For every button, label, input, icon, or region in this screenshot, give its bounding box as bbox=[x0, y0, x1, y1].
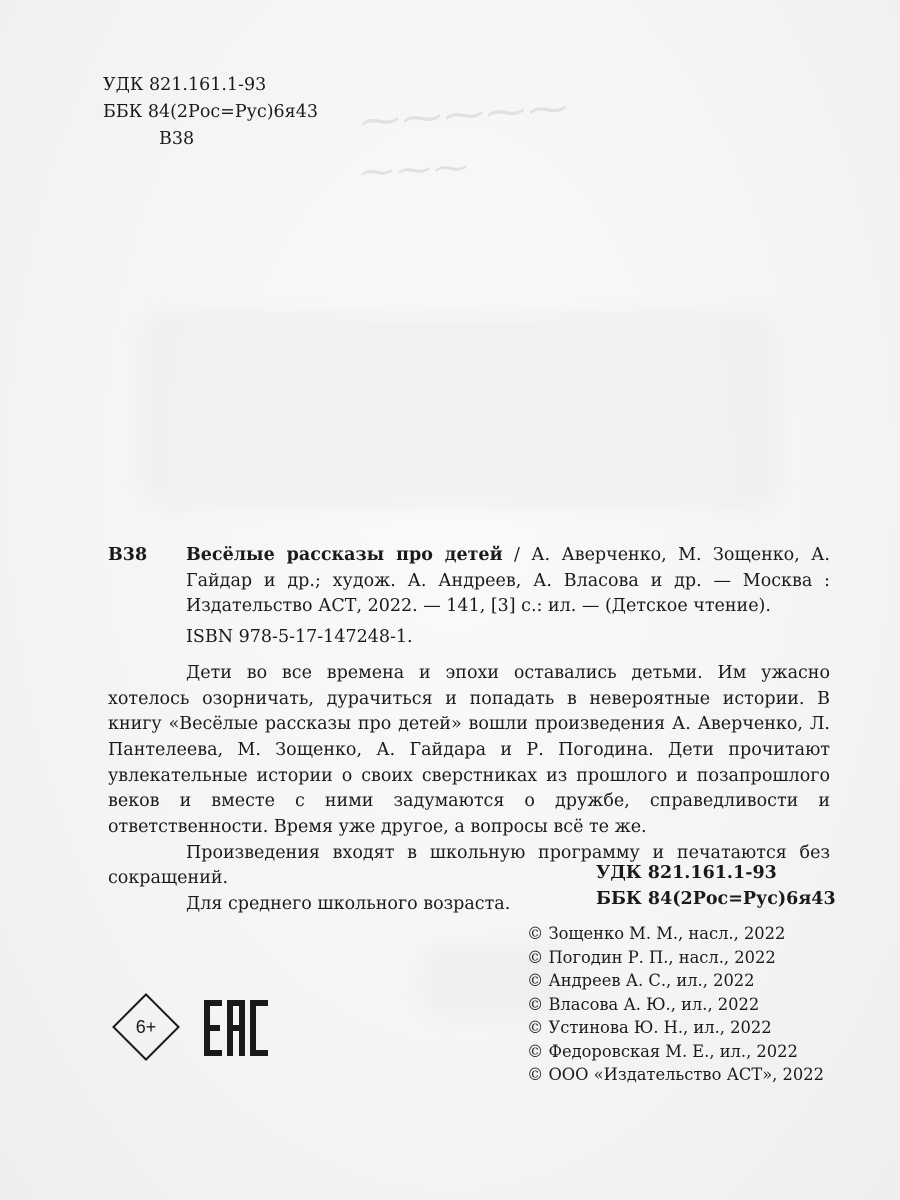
copyright-line: © Устинова Ю. Н., ил., 2022 bbox=[527, 1018, 772, 1037]
author-mark: В38 bbox=[159, 129, 195, 149]
show-through-handwriting: ⁓⁓⁓ bbox=[359, 147, 472, 193]
show-through-handwriting: ⁓⁓⁓⁓⁓ bbox=[358, 84, 572, 146]
copyright-line: © Зощенко М. М., насл., 2022 bbox=[527, 924, 786, 943]
bibliographic-details: / А. Аверченко, М. Зощенко, А. Гайдар и др.; худож. А. Андреев, А. Власова и др. — Москва : Издательство АСТ, 2022. — 141, [3] с.: ил. — (Детское чтение). bbox=[186, 545, 830, 617]
readership-note: Для среднего школьного возраста. bbox=[186, 894, 511, 915]
bibliographic-description bbox=[108, 543, 830, 620]
annotation-paragraph: Произведения входят в школьную программу и печатаются без сокращений. bbox=[108, 842, 830, 889]
copyright-line: © Власова А. Ю., ил., 2022 bbox=[527, 994, 760, 1014]
bbk-code: ББК 84(2Рос=Рус)6я43 bbox=[596, 889, 836, 909]
copyright-line: © Андреев А. С., ил., 2022 bbox=[527, 971, 755, 990]
eac-conformity-mark-icon bbox=[204, 1000, 268, 1056]
udk-code: УДК 821.161.1-93 bbox=[103, 75, 267, 95]
isbn: ISBN 978-5-17-147248-1. bbox=[186, 627, 413, 648]
book-title: Весёлые рассказы про детей bbox=[186, 545, 503, 565]
annotation-paragraph: Дети во все времена и эпохи оставались детьми. Им ужасно хотелось озорничать, дурачиться и попадать в невероятные истории. В книгу «Весёлые рассказы про детей» вошли произведения А. Аверченко, Л. Пантелеева, М. Зощенко, А. Гайдара и Р. Погодина. Дети прочитают увлекательные истории о своих сверстниках из прошлого и позапрошлого веков и вместе с ними задумаются о дружбе, справедливости и ответственности. Время уже другое, а вопросы всё те же. bbox=[108, 662, 830, 838]
age-rating-badge bbox=[111, 992, 181, 1062]
copyright-line: © ООО «Издательство АСТ», 2022 bbox=[527, 1065, 824, 1084]
copyright-line: © Погодин Р. П., насл., 2022 bbox=[527, 947, 776, 967]
bbk-code: ББК 84(2Рос=Рус)6я43 bbox=[103, 102, 318, 122]
catalog-index-top bbox=[103, 72, 318, 153]
show-through-illustration bbox=[140, 310, 780, 510]
age-rating-label: 6+ bbox=[135, 1016, 157, 1037]
catalog-index-bottom bbox=[596, 860, 836, 912]
copyright-line: © Федоровская М. Е., ил., 2022 bbox=[527, 1041, 798, 1061]
copyright-list bbox=[527, 922, 824, 1087]
record-author-mark: В38 bbox=[108, 545, 148, 565]
udk-code: УДК 821.161.1-93 bbox=[596, 863, 777, 883]
